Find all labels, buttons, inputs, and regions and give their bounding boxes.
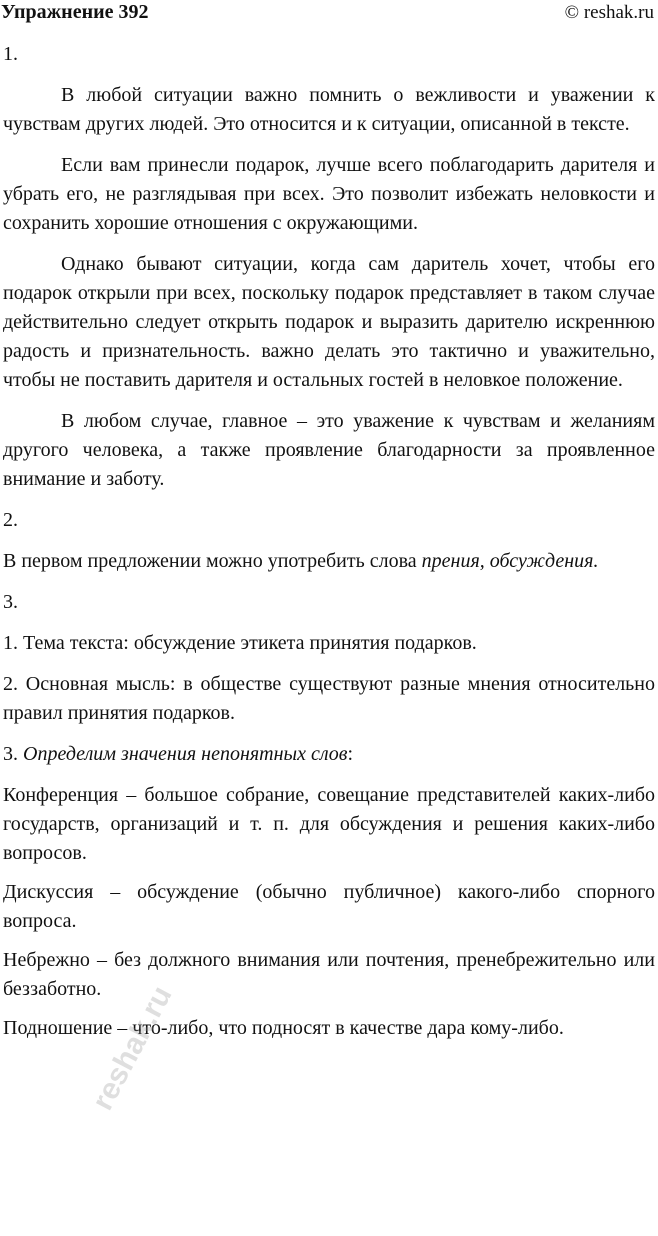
section3-item-3 xyxy=(3,740,655,769)
copyright-label: © reshak.ru xyxy=(564,2,654,23)
section2-italic-words: прения, обсуждения. xyxy=(421,550,599,572)
section2-paragraph xyxy=(3,547,655,576)
exercise-title: Упражнение 392 xyxy=(1,1,149,23)
section-number-1: 1. xyxy=(3,43,18,65)
section1-paragraph-3: Однако бывают ситуации, когда сам даритель хочет, чтобы его подарок открыли при всех, поскольку подарок представляет в таком случае действительно следует открыть подарок и выразить дарителю искреннюю радость и признательность. важно делать это тактично и уважительно, чтобы не поставить дарителя и остальных гостей в неловкое положение. xyxy=(3,253,655,391)
section-number-2: 2. xyxy=(3,509,18,531)
section3-item-1: 1. Тема текста: обсуждение этикета принятия подарков. xyxy=(3,632,477,654)
section-number-3: 3. xyxy=(3,591,18,613)
section1-paragraph-1: В любой ситуации важно помнить о вежливости и уважении к чувствам других людей. Это относится и к ситуации, описанной в тексте. xyxy=(3,84,655,135)
answer-content xyxy=(3,40,655,1053)
page-header xyxy=(0,0,658,26)
section1-paragraph-4: В любом случае, главное – это уважение к чувствам и желаниям другого человека, а также проявление благодарности за проявленное внимание и заботу. xyxy=(3,410,655,490)
watermark: reshak.ru xyxy=(86,980,179,1116)
definition-offering: Подношение – что-либо, что подносят в качестве дара кому-либо. xyxy=(3,1017,564,1039)
section3-item-3-prefix: 3. xyxy=(3,743,23,765)
section3-item-2: 2. Основная мысль: в обществе существуют разные мнения относительно правил принятия подарков. xyxy=(3,673,655,724)
definition-conference: Конференция – большое собрание, совещание представителей каких-либо государств, организаций и т. п. для обсуждения и решения каких-либо вопросов. xyxy=(3,784,655,864)
section3-item-3-italic: Определим значения непонятных слов xyxy=(23,743,348,765)
section1-paragraph-2: Если вам принесли подарок, лучше всего поблагодарить дарителя и убрать его, не разглядывая при всех. Это позволит избежать неловкости и сохранить хорошие отношения с окружающими. xyxy=(3,154,655,234)
definition-carelessly: Небрежно – без должного внимания или почтения, пренебрежительно или беззаботно. xyxy=(3,949,655,1000)
section2-text: В первом предложении можно употребить слова xyxy=(3,550,422,572)
definition-discussion: Дискуссия – обсуждение (обычно публичное) какого-либо спорного вопроса. xyxy=(3,881,655,932)
section3-item-3-suffix: : xyxy=(347,743,354,765)
